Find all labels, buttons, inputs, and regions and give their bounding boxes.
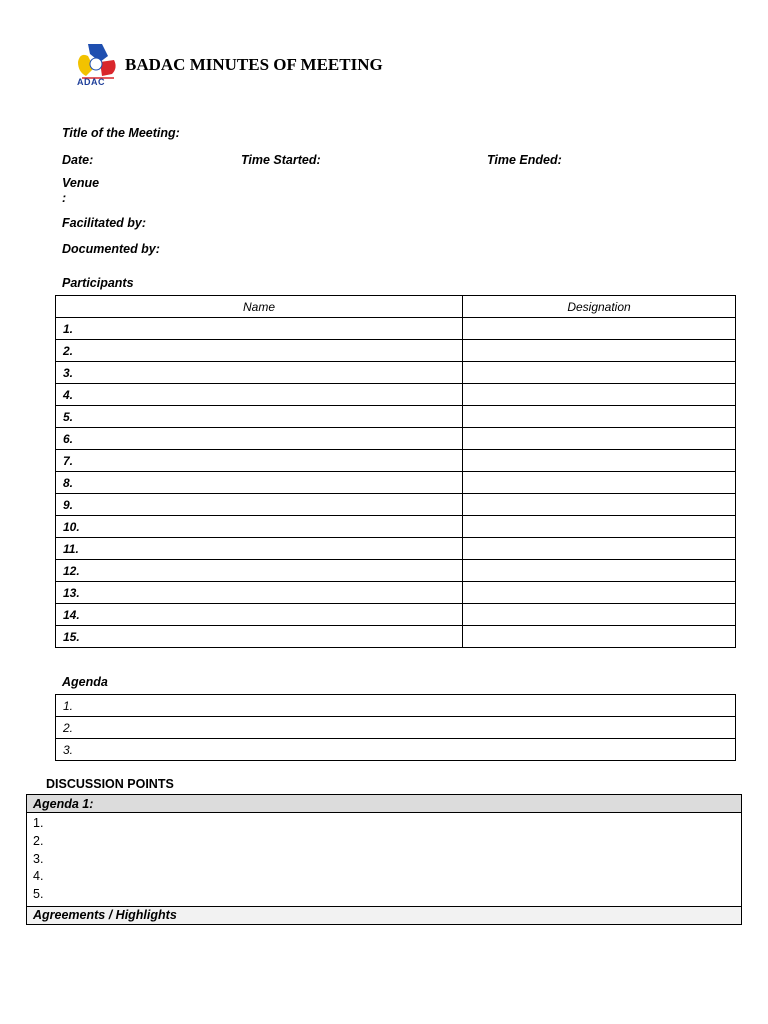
participant-designation-cell <box>463 406 736 428</box>
venue-label: Venue <box>62 176 100 190</box>
discussion-item: 5. <box>33 887 44 902</box>
participant-designation-cell <box>463 384 736 406</box>
discussion-item: 4. <box>33 869 44 884</box>
participant-row <box>56 384 736 406</box>
logo-text: ADAC <box>77 77 105 87</box>
page-title: BADAC MINUTES OF MEETING <box>125 55 383 74</box>
participant-designation-cell <box>463 560 736 582</box>
documented-by-label: Documented by: <box>62 242 160 256</box>
discussion-item: 1. <box>33 816 44 830</box>
participant-designation-cell <box>463 538 736 560</box>
participant-row <box>56 538 736 560</box>
participant-name-cell: 10. <box>56 516 463 538</box>
participant-designation-cell <box>463 494 736 516</box>
discussion-item: 2. <box>33 833 44 848</box>
participant-name-cell: 12. <box>56 560 463 582</box>
agreements-highlights-label: Agreements / Highlights <box>27 906 742 924</box>
participant-designation-cell <box>463 516 736 538</box>
agenda-1-header-row <box>27 795 742 813</box>
participant-row <box>56 406 736 428</box>
agenda-item-cell: 1. <box>56 695 736 717</box>
participant-designation-cell <box>463 362 736 384</box>
time-ended-label: Time Ended: <box>487 153 562 167</box>
designation-column-header: Designation <box>463 296 736 318</box>
participant-row <box>56 626 736 648</box>
discussion-points-title: DISCUSSION POINTS <box>46 777 174 791</box>
date-label: Date: <box>62 153 94 167</box>
venue-colon: : <box>62 191 67 205</box>
time-started-label: Time Started: <box>241 153 321 167</box>
participant-name-cell: 11. <box>56 538 463 560</box>
discussion-item: 3. <box>33 851 44 866</box>
agenda-row <box>56 739 736 761</box>
participant-designation-cell <box>463 428 736 450</box>
participant-row <box>56 516 736 538</box>
agenda-item-cell: 3. <box>56 739 736 761</box>
participant-name-cell: 14. <box>56 604 463 626</box>
participant-name-cell: 5. <box>56 406 463 428</box>
participant-row <box>56 494 736 516</box>
participant-row <box>56 450 736 472</box>
participant-name-cell: 7. <box>56 450 463 472</box>
participant-row <box>56 318 736 340</box>
agenda-1-header: Agenda 1: <box>27 795 742 813</box>
participant-row <box>56 428 736 450</box>
agenda-row <box>56 695 736 717</box>
participant-name-cell: 3. <box>56 362 463 384</box>
participant-designation-cell <box>463 626 736 648</box>
participant-designation-cell <box>463 472 736 494</box>
participant-name-cell: 13. <box>56 582 463 604</box>
participant-row <box>56 362 736 384</box>
participant-name-cell: 8. <box>56 472 463 494</box>
participant-designation-cell <box>463 582 736 604</box>
participants-header-row <box>56 296 736 318</box>
participant-row <box>56 472 736 494</box>
agreements-row <box>27 906 742 924</box>
agenda-table <box>55 694 736 761</box>
participant-name-cell: 6. <box>56 428 463 450</box>
discussion-table <box>26 794 742 925</box>
participant-row <box>56 604 736 626</box>
participant-designation-cell <box>463 450 736 472</box>
participants-table <box>55 295 736 648</box>
agenda-item-cell: 2. <box>56 717 736 739</box>
participant-name-cell: 15. <box>56 626 463 648</box>
participant-name-cell: 2. <box>56 340 463 362</box>
participant-name-cell: 1. <box>56 318 463 340</box>
title-of-meeting-label: Title of the Meeting: <box>62 126 180 140</box>
participant-name-cell: 9. <box>56 494 463 516</box>
participant-designation-cell <box>463 604 736 626</box>
facilitated-by-label: Facilitated by: <box>62 216 147 230</box>
participant-designation-cell <box>463 340 736 362</box>
agenda-label: Agenda <box>62 675 108 689</box>
participants-label: Participants <box>62 276 134 290</box>
participant-designation-cell <box>463 318 736 340</box>
participant-row <box>56 582 736 604</box>
name-column-header: Name <box>56 296 463 318</box>
discussion-items <box>27 813 742 907</box>
participant-row <box>56 340 736 362</box>
participant-row <box>56 560 736 582</box>
discussion-items-row <box>27 813 742 907</box>
participant-name-cell: 4. <box>56 384 463 406</box>
agenda-row <box>56 717 736 739</box>
